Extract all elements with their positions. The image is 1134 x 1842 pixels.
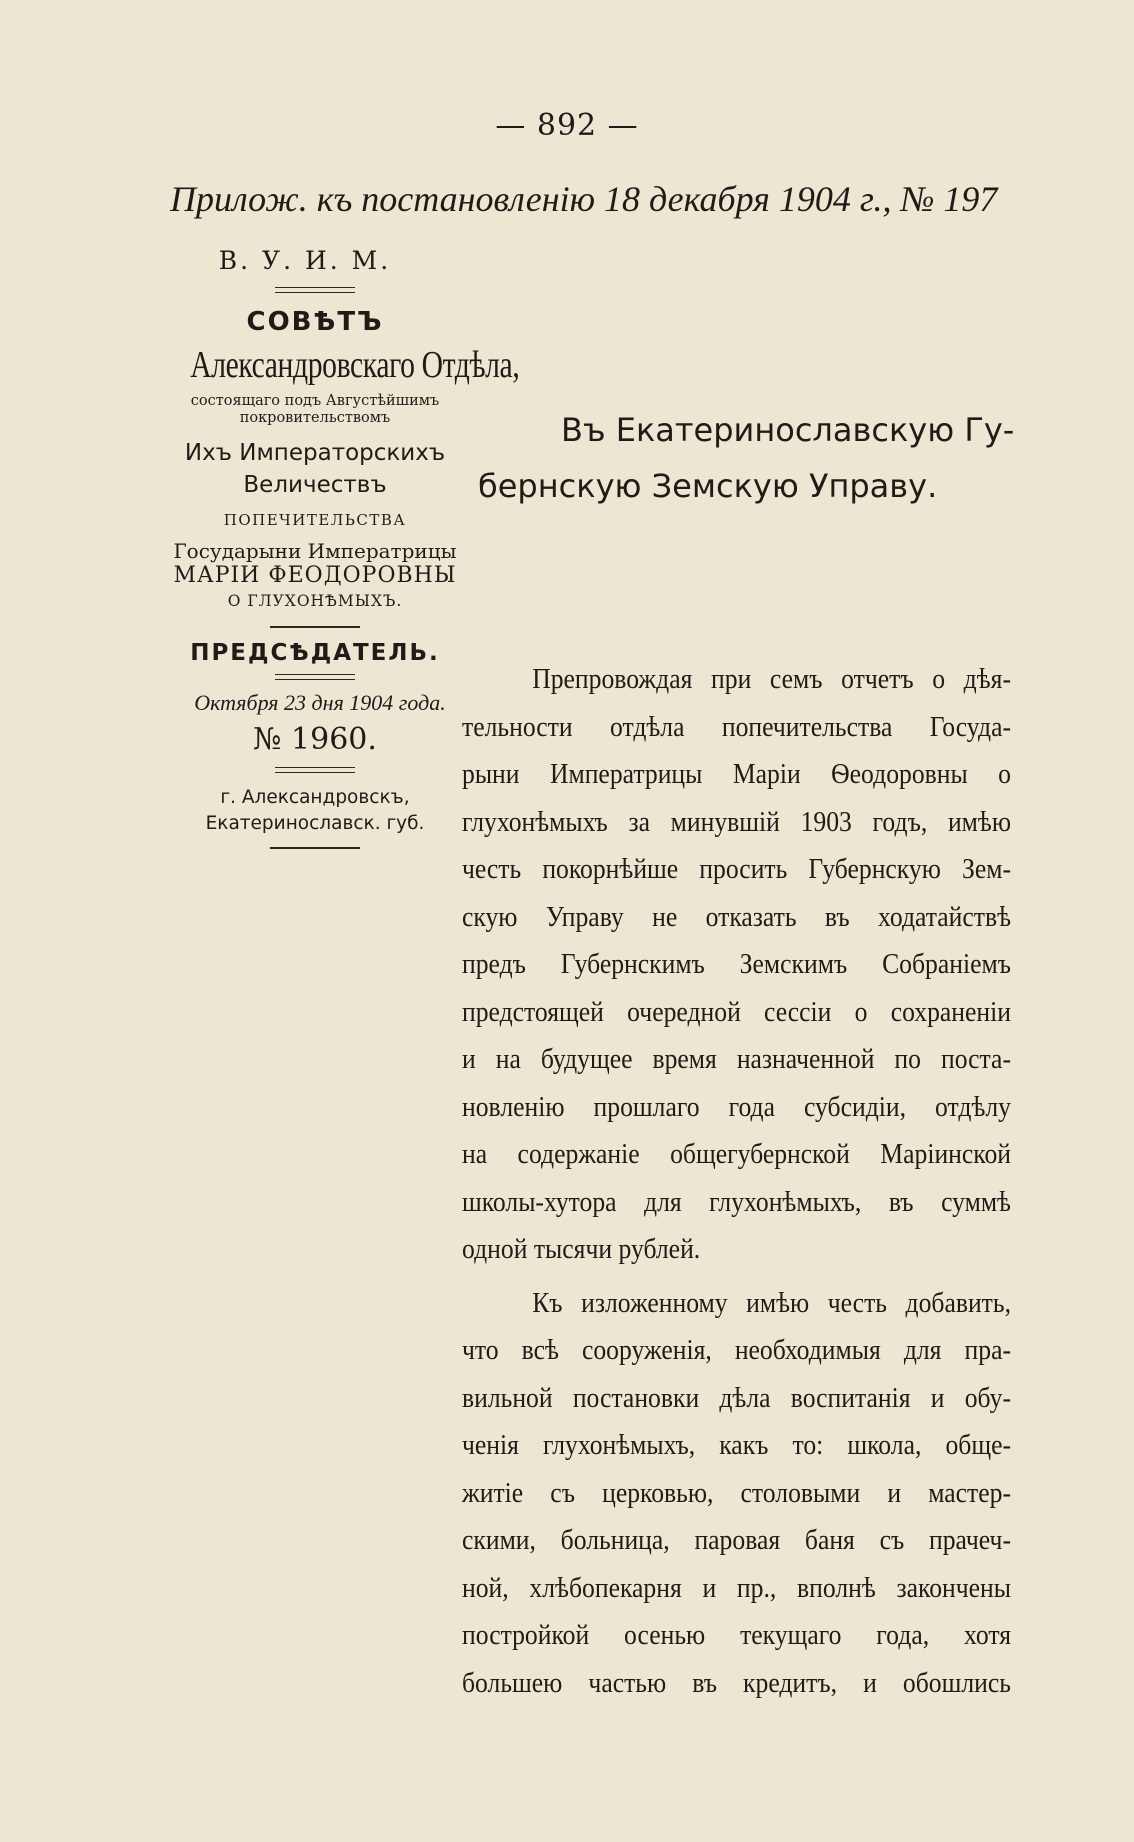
letterhead-empress-1: Государыни Императрицы [173,539,457,563]
letterhead-province: Екатеринославск. губ. [205,813,425,834]
letterhead [155,246,520,861]
letterhead-deaf-mute: О ГЛУХОНѢМЫХЪ. [227,592,403,610]
body-line: школы-хутора для глухонѣмыхъ, въ суммѣ [462,1186,1011,1218]
body-line: что всѣ сооруженія, необходимыя для пра- [462,1335,1011,1366]
double-rule [275,767,355,773]
body-line: предъ Губернскимъ Земскимъ Собраніемъ [462,949,1011,980]
body-line: одной тысячи рублей. [462,1234,701,1265]
body-line: предстоящей очередной сессіи о сохраненіи [462,996,1011,1028]
letterhead-majesties-1: Ихъ Императорскихъ [184,440,446,466]
body-line: ной, хлѣбопекарня и пр., вполнѣ закончены [462,1572,1011,1604]
single-rule [270,847,360,849]
body-line: рыни Императрицы Маріи Ѳеодоровны о [462,759,1011,790]
addressee-line-2: бернскую Земскую Управу. [478,467,938,505]
addressee-line-1: Въ Екатеринославскую Гу- [561,411,1015,449]
letterhead-city: г. Александровскъ, [220,787,410,808]
letterhead-patronage-2: покровительствомъ [239,410,391,426]
body-line: постройкой осенью текущаго года, хотя [462,1620,1011,1651]
letterhead-majesties-2: Величествъ [243,472,387,498]
letterhead-department: Александровскаго Отдѣла, [190,344,520,386]
body-line: тельности отдѣла попечительства Госуда- [462,711,1011,743]
body-line: Къ изложенному имѣю честь добавить, [532,1287,1011,1319]
body-line: Препровождая при семъ отчетъ о дѣя- [532,664,1011,695]
letterhead-vuim: В. У. И. М. [218,246,392,275]
double-rule [275,674,355,680]
letter-body [462,656,1011,1707]
letterhead-patronage-1: состоящаго подъ Августѣйшимъ [190,393,440,409]
single-rule [270,626,360,628]
body-line: и на будущее время назначенной по поста- [462,1044,1011,1075]
body-line: ченія глухонѣмыхъ, какъ то: школа, обще- [462,1430,1011,1461]
body-line: скими, больница, паровая баня съ прачеч- [462,1525,1011,1556]
letterhead-council: СОВѢТЪ [246,307,384,337]
page-number: — 892 — [495,108,639,143]
appendix-header: Прилож. къ постановленію 18 декабря 1904 г., № 197 [170,179,998,219]
letterhead-trusteeship: ПОПЕЧИТЕЛЬСТВА [223,511,407,529]
letterhead-chairman: ПРЕДСѢДАТЕЛЬ. [190,640,440,666]
addressee [478,402,1078,514]
body-line: житіе съ церковью, столовыми и мастер- [462,1477,1011,1509]
body-line: честь покорнѣйше просить Губернскую Зем- [462,854,1011,885]
letterhead-empress-2: МАРІИ ФЕОДОРОВНЫ [173,563,457,588]
body-line: вильной постановки дѣла воспитанія и обу- [462,1382,1011,1414]
letterhead-date: Октября 23 дня 1904 года. [194,690,446,715]
body-line: скую Управу не отказать въ ходатайствѣ [462,901,1011,933]
body-line: на содержаніе общегубернской Маріинской [462,1139,1011,1170]
letterhead-number: № 1960. [253,722,377,757]
body-line: новленію прошлаго года субсидіи, отдѣлу [462,1091,1011,1123]
body-line: большею частью въ кредитъ, и обошлись [462,1667,1011,1699]
body-line: глухонѣмыхъ за минувшій 1903 годъ, имѣю [462,806,1011,838]
double-rule [275,287,355,293]
